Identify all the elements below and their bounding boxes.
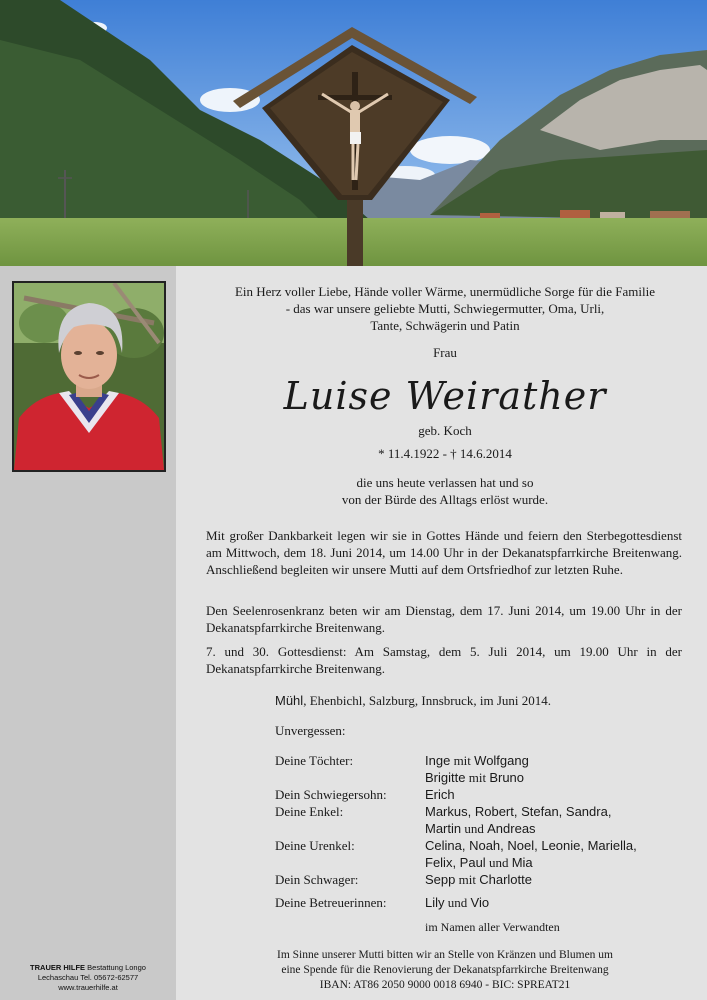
family-name: Felix, Paul xyxy=(425,855,486,870)
family-label: Deine Betreuerinnen: xyxy=(275,895,387,910)
funeral-home-brand xyxy=(0,963,176,993)
family-name: Sepp xyxy=(425,872,456,887)
family-names xyxy=(425,752,695,786)
intro-line-3: Tante, Schwägerin und Patin xyxy=(370,318,520,333)
farewell-text xyxy=(200,474,690,508)
donation-footer xyxy=(200,948,690,993)
intro-line-2: - das war unsere geliebte Mutti, Schwiegermutter, Oma, Urli, xyxy=(285,301,605,316)
intro-line-1: Ein Herz voller Liebe, Hände voller Wärme, unermüdliche Sorge für die Familie xyxy=(234,284,656,299)
family-row-son-in-law xyxy=(275,786,695,803)
family-label: Dein Schwiegersohn: xyxy=(275,787,387,802)
brand-web: www.trauerhilfe.at xyxy=(58,983,118,992)
family-name: Erich xyxy=(425,787,455,802)
farewell-line-2: von der Bürde des Alltags erlöst wurde. xyxy=(341,492,549,507)
funeral-paragraph: Mit großer Dankbarkeit legen wir sie in Gottes Hände und feiern den Sterbegottesdienst am Mittwoch, dem 18. Juni 2014, um 14.00 Uhr in der Dekanatspfarrkirche Breitenwang. Anschließend begleiten wir unsere Mutti auf dem Ortsfriedhof zur letzten Ruhe. xyxy=(206,528,682,577)
family-list xyxy=(275,752,695,911)
family-name: Martin xyxy=(425,821,462,836)
portrait-photo xyxy=(12,281,166,472)
family-name: Andreas xyxy=(487,821,536,836)
family-name: Bruno xyxy=(489,770,525,785)
family-connector: mit xyxy=(450,753,475,768)
family-name: Celina, Noah, Noel, Leonie, Mariella, xyxy=(425,838,637,853)
unvergessen-heading: Unvergessen: xyxy=(275,723,346,738)
family-row-carers xyxy=(275,894,695,911)
rosary-paragraph: Den Seelenrosenkranz beten wir am Dienstag, dem 17. Juni 2014, um 19.00 Uhr in der Dekanatspfarrkirche Breitenwang. xyxy=(206,603,682,635)
family-row-daughters xyxy=(275,752,695,786)
family-name: Markus, Robert, Stefan, Sandra, xyxy=(425,804,612,819)
family-row-brother-in-law xyxy=(275,871,695,888)
intro-text xyxy=(200,283,690,334)
family-row-great-grandchildren xyxy=(275,837,695,871)
family-name: Mia xyxy=(511,855,533,870)
family-name: Inge xyxy=(425,753,451,768)
family-connector: und xyxy=(461,821,488,836)
life-dates: * 11.4.1922 - † 14.6.2014 xyxy=(378,446,512,461)
family-connector: mit xyxy=(455,872,480,887)
memorial-service-paragraph: 7. und 30. Gottesdienst: Am Samstag, dem 5. Juli 2014, um 19.00 Uhr in der Dekanatspfarrkirche Breitenwang. xyxy=(206,644,682,676)
family-connector: mit xyxy=(465,770,490,785)
family-name: Lily xyxy=(425,895,445,910)
brand-company: Bestattung Longo xyxy=(87,963,146,972)
brand-phone: Lechaschau Tel. 05672-62577 xyxy=(37,973,139,982)
location-first: Mühl xyxy=(275,693,304,708)
family-name: Brigitte xyxy=(425,770,466,785)
family-label: Deine Urenkel: xyxy=(275,838,355,853)
family-connector: und xyxy=(485,855,512,870)
regards-line: im Namen aller Verwandten xyxy=(425,920,560,934)
farewell-line-1: die uns heute verlassen hat und so xyxy=(356,475,534,490)
born-name: geb. Koch xyxy=(418,423,472,438)
family-label: Deine Töchter: xyxy=(275,753,354,768)
salutation: Frau xyxy=(433,345,457,360)
footer-line-1: Im Sinne unserer Mutti bitten wir an Stelle von Kränzen und Blumen um xyxy=(277,949,613,961)
footer-line-2: eine Spende für die Renovierung der Dekanatspfarrkirche Breitenwang xyxy=(281,964,609,976)
header-landscape-image xyxy=(0,0,707,266)
location-rest: , Ehenbichl, Salzburg, Innsbruck, im Juni 2014. xyxy=(303,693,551,708)
location-date xyxy=(275,693,551,709)
family-name: Charlotte xyxy=(479,872,532,887)
footer-line-3: IBAN: AT86 2050 9000 0018 6940 - BIC: SPREAT21 xyxy=(319,979,571,991)
family-row-grandchildren xyxy=(275,803,695,837)
family-name: Vio xyxy=(470,895,490,910)
brand-name: TRAUER HILFE xyxy=(30,963,86,972)
family-connector: und xyxy=(444,895,471,910)
family-label: Deine Enkel: xyxy=(275,804,344,819)
deceased-name: Luise Weirather xyxy=(283,374,607,418)
family-name: Wolfgang xyxy=(474,753,529,768)
family-label: Dein Schwager: xyxy=(275,872,359,887)
